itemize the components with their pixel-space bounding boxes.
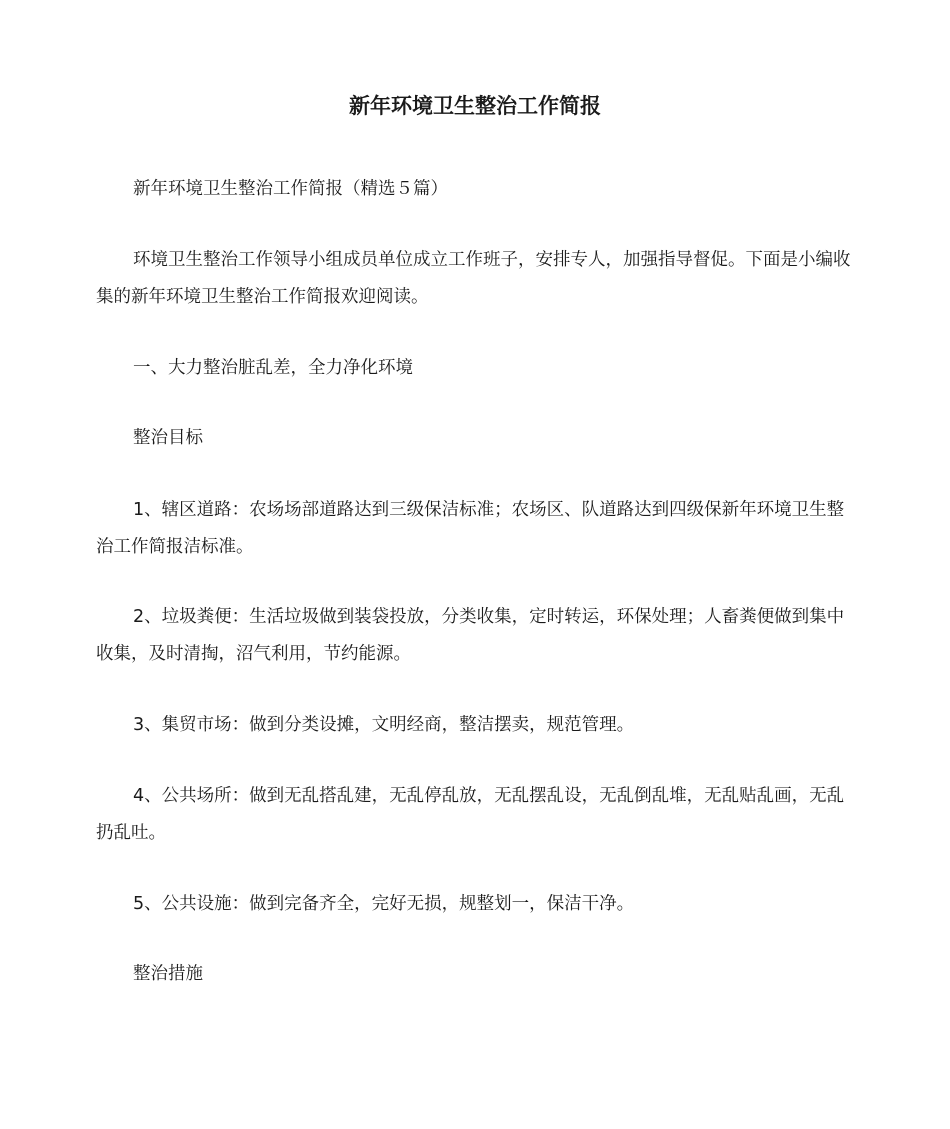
subtitle-paragraph: 新年环境卫生整治工作简报（精选５篇） (133, 179, 448, 199)
goal-item-waste: 2、垃圾粪便：生活垃圾做到装袋投放，分类收集，定时转运，环保处理；人畜粪便做到集中收集，及时清掏，沼气利用，节约能源。 (96, 607, 845, 664)
goal-item-public-facilities: 5、公共设施：做到完备齐全，完好无损，规整划一，保洁干净。 (133, 894, 635, 914)
goal-item-public-places: 4、公共场所：做到无乱搭乱建，无乱停乱放，无乱摆乱设，无乱倒乱堆，无乱贴乱画，无乱扔乱吐。 (96, 786, 845, 843)
document-title: 新年环境卫生整治工作简报 (349, 94, 601, 118)
section-heading: 一、大力整治脏乱差，全力净化环境 (133, 358, 413, 378)
intro-paragraph: 环境卫生整治工作领导小组成员单位成立工作班子，安排专人，加强指导督促。下面是小编收集的新年环境卫生整治工作简报欢迎阅读。 (96, 250, 851, 307)
subsection-heading-goals: 整治目标 (133, 428, 203, 448)
subsection-heading-measures: 整治措施 (133, 964, 203, 984)
goal-item-roads: 1、辖区道路：农场场部道路达到三级保洁标准；农场区、队道路达到四级保新年环境卫生整治工作简报洁标准。 (96, 500, 845, 557)
goal-item-markets: 3、集贸市场：做到分类设摊，文明经商，整洁摆卖，规范管理。 (133, 715, 635, 735)
